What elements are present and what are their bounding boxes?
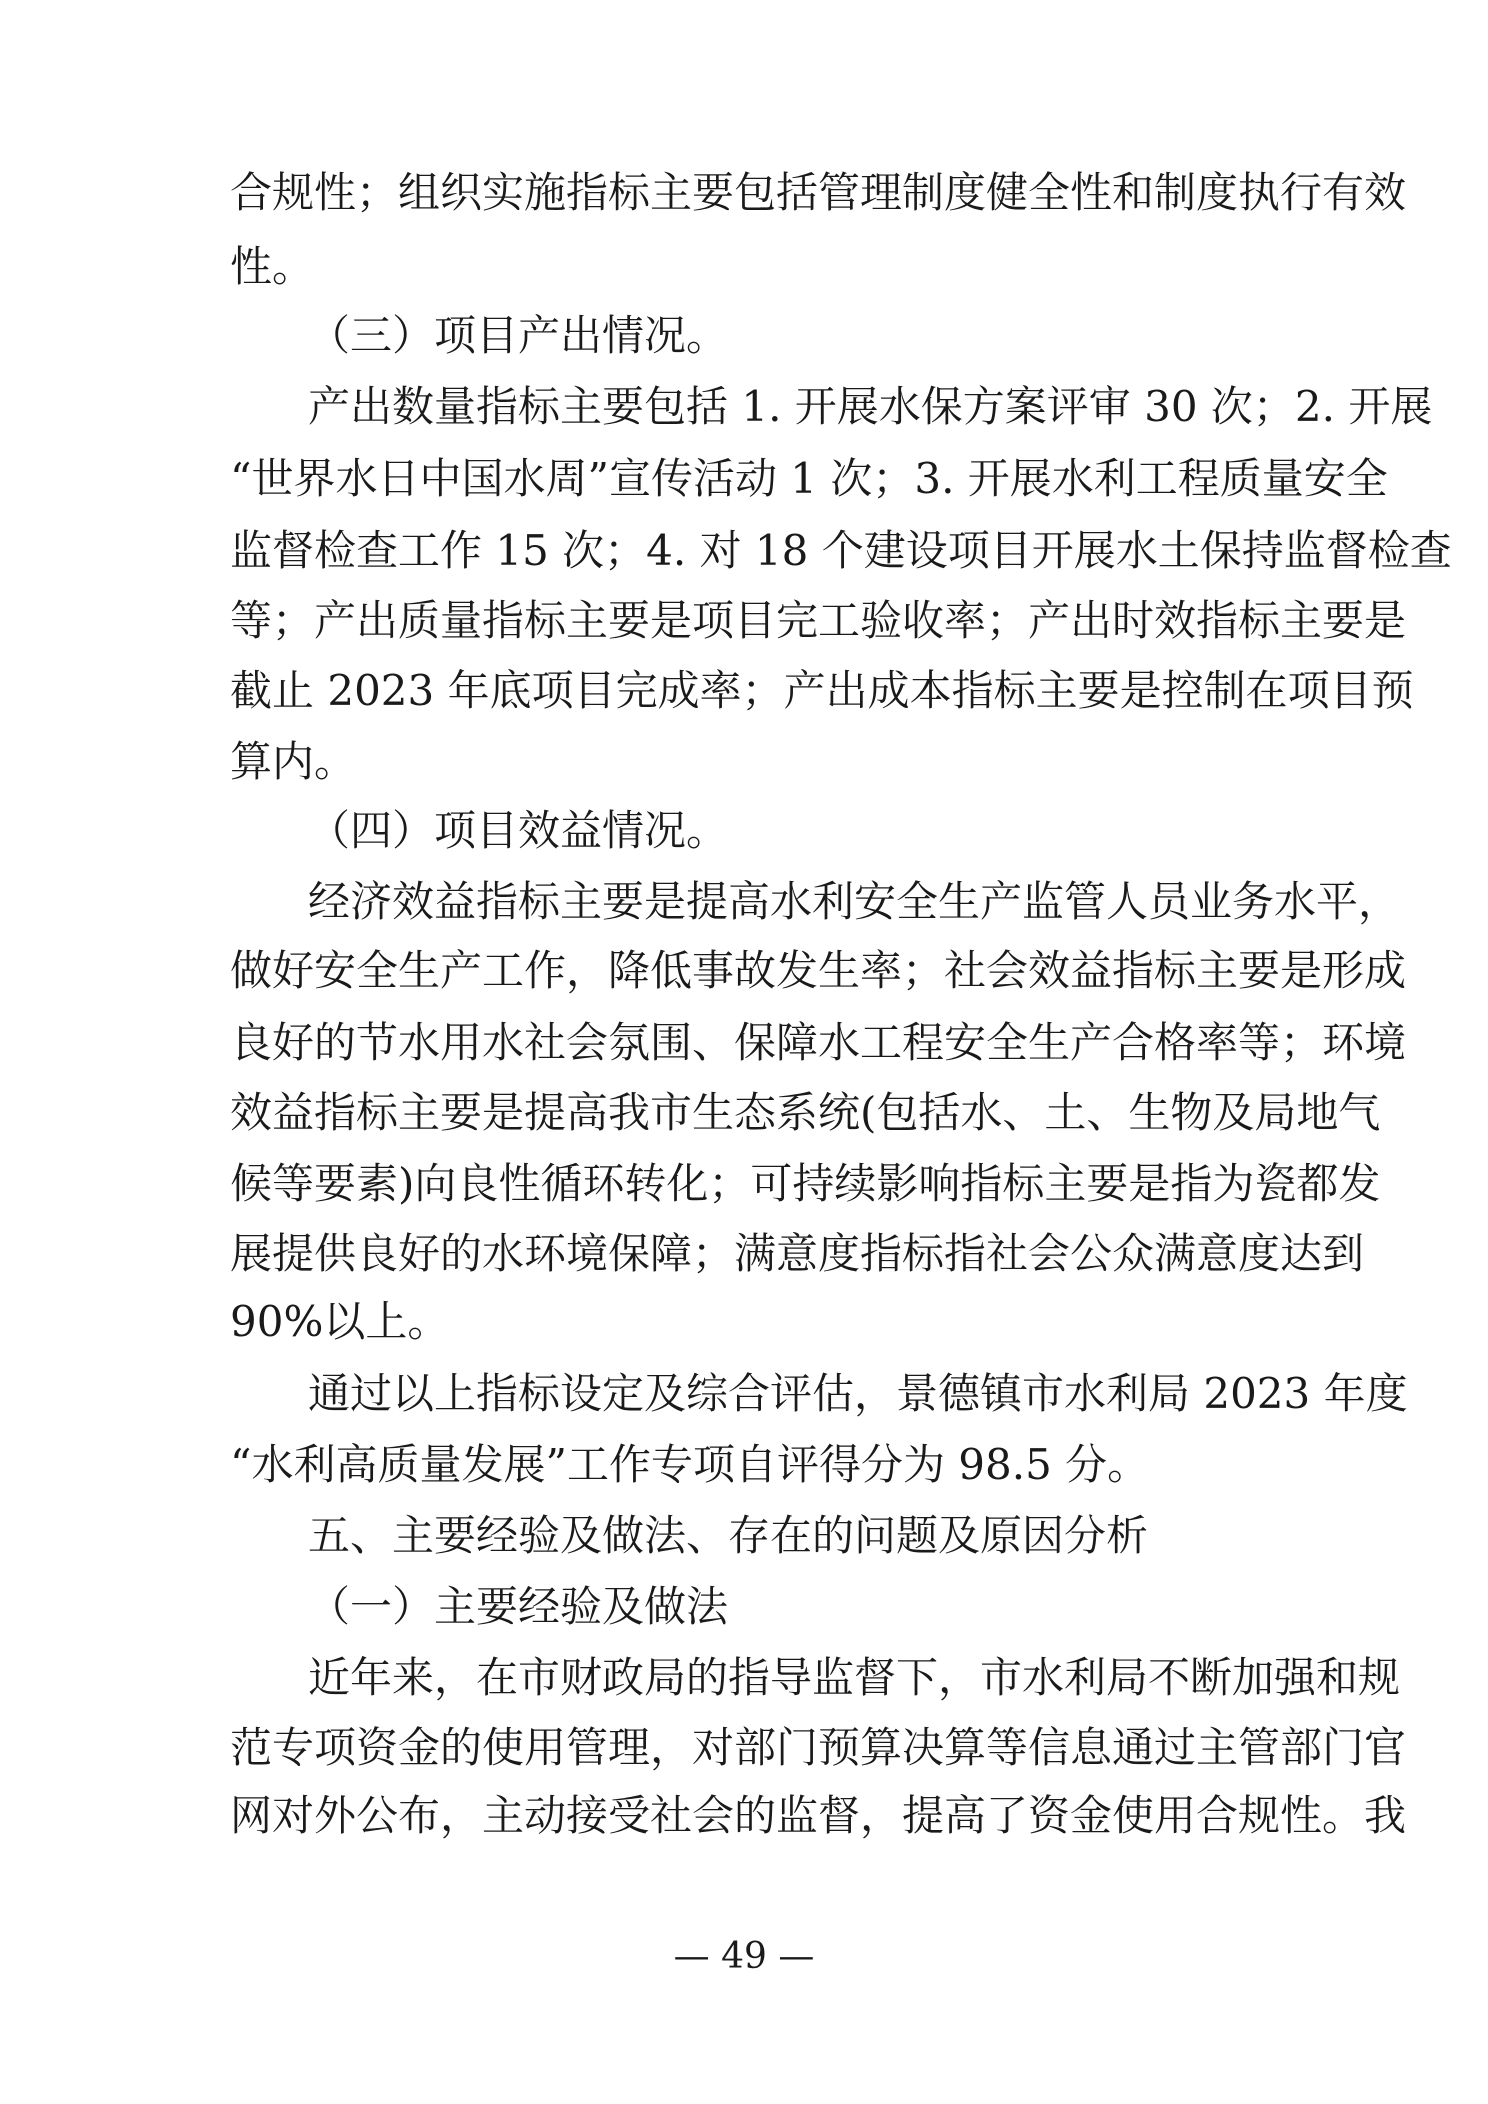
body-text-line: “水利高质量发展”工作专项自评得分为 98.5 分。 [230, 1440, 1150, 1489]
body-text-line: 产出数量指标主要包括 1. 开展水保方案评审 30 次；2. 开展 [308, 382, 1433, 431]
section-heading: （四）项目效益情况。 [308, 806, 729, 855]
chapter-heading: 五、主要经验及做法、存在的问题及原因分析 [308, 1511, 1149, 1560]
body-text-line: 近年来，在市财政局的指导监督下，市水利局不断加强和规 [308, 1653, 1401, 1702]
section-heading: （一）主要经验及做法 [308, 1582, 729, 1631]
body-text-line: 范专项资金的使用管理，对部门预算决算等信息通过主管部门官 [230, 1723, 1407, 1772]
body-text-line: 良好的节水用水社会氛围、保障水工程安全生产合格率等；环境 [230, 1018, 1407, 1067]
page-number: — 49 — [673, 1936, 815, 1977]
body-text-line: 性。 [230, 242, 315, 291]
body-text-line: 等；产出质量指标主要是项目完工验收率；产出时效指标主要是 [230, 596, 1407, 645]
body-text-line: 网对外公布，主动接受社会的监督，提高了资金使用合规性。我 [230, 1791, 1407, 1840]
body-text-line: 展提供良好的水环境保障；满意度指标指社会公众满意度达到 [230, 1229, 1365, 1278]
body-text-line: 候等要素)向良性循环转化；可持续影响指标主要是指为瓷都发 [230, 1159, 1381, 1208]
body-text-line: 90%以上。 [230, 1297, 450, 1346]
body-text-line: 截止 2023 年底项目完成率；产出成本指标主要是控制在项目预 [230, 666, 1414, 715]
body-text-line: 效益指标主要是提高我市生态系统(包括水、土、生物及局地气 [230, 1088, 1381, 1137]
body-text-line: 算内。 [230, 737, 357, 786]
body-text-line: 做好安全生产工作，降低事故发生率；社会效益指标主要是形成 [230, 946, 1407, 995]
body-text-line: “世界水日中国水周”宣传活动 1 次；3. 开展水利工程质量安全 [230, 454, 1388, 503]
body-text-line: 监督检查工作 15 次；4. 对 18 个建设项目开展水土保持监督检查 [230, 526, 1452, 575]
section-heading: （三）项目产出情况。 [308, 311, 729, 360]
body-text-line: 合规性；组织实施指标主要包括管理制度健全性和制度执行有效 [230, 168, 1407, 217]
body-text-line: 经济效益指标主要是提高水利安全生产监管人员业务水平， [308, 877, 1401, 926]
body-text-line: 通过以上指标设定及综合评估，景德镇市水利局 2023 年度 [308, 1369, 1408, 1418]
